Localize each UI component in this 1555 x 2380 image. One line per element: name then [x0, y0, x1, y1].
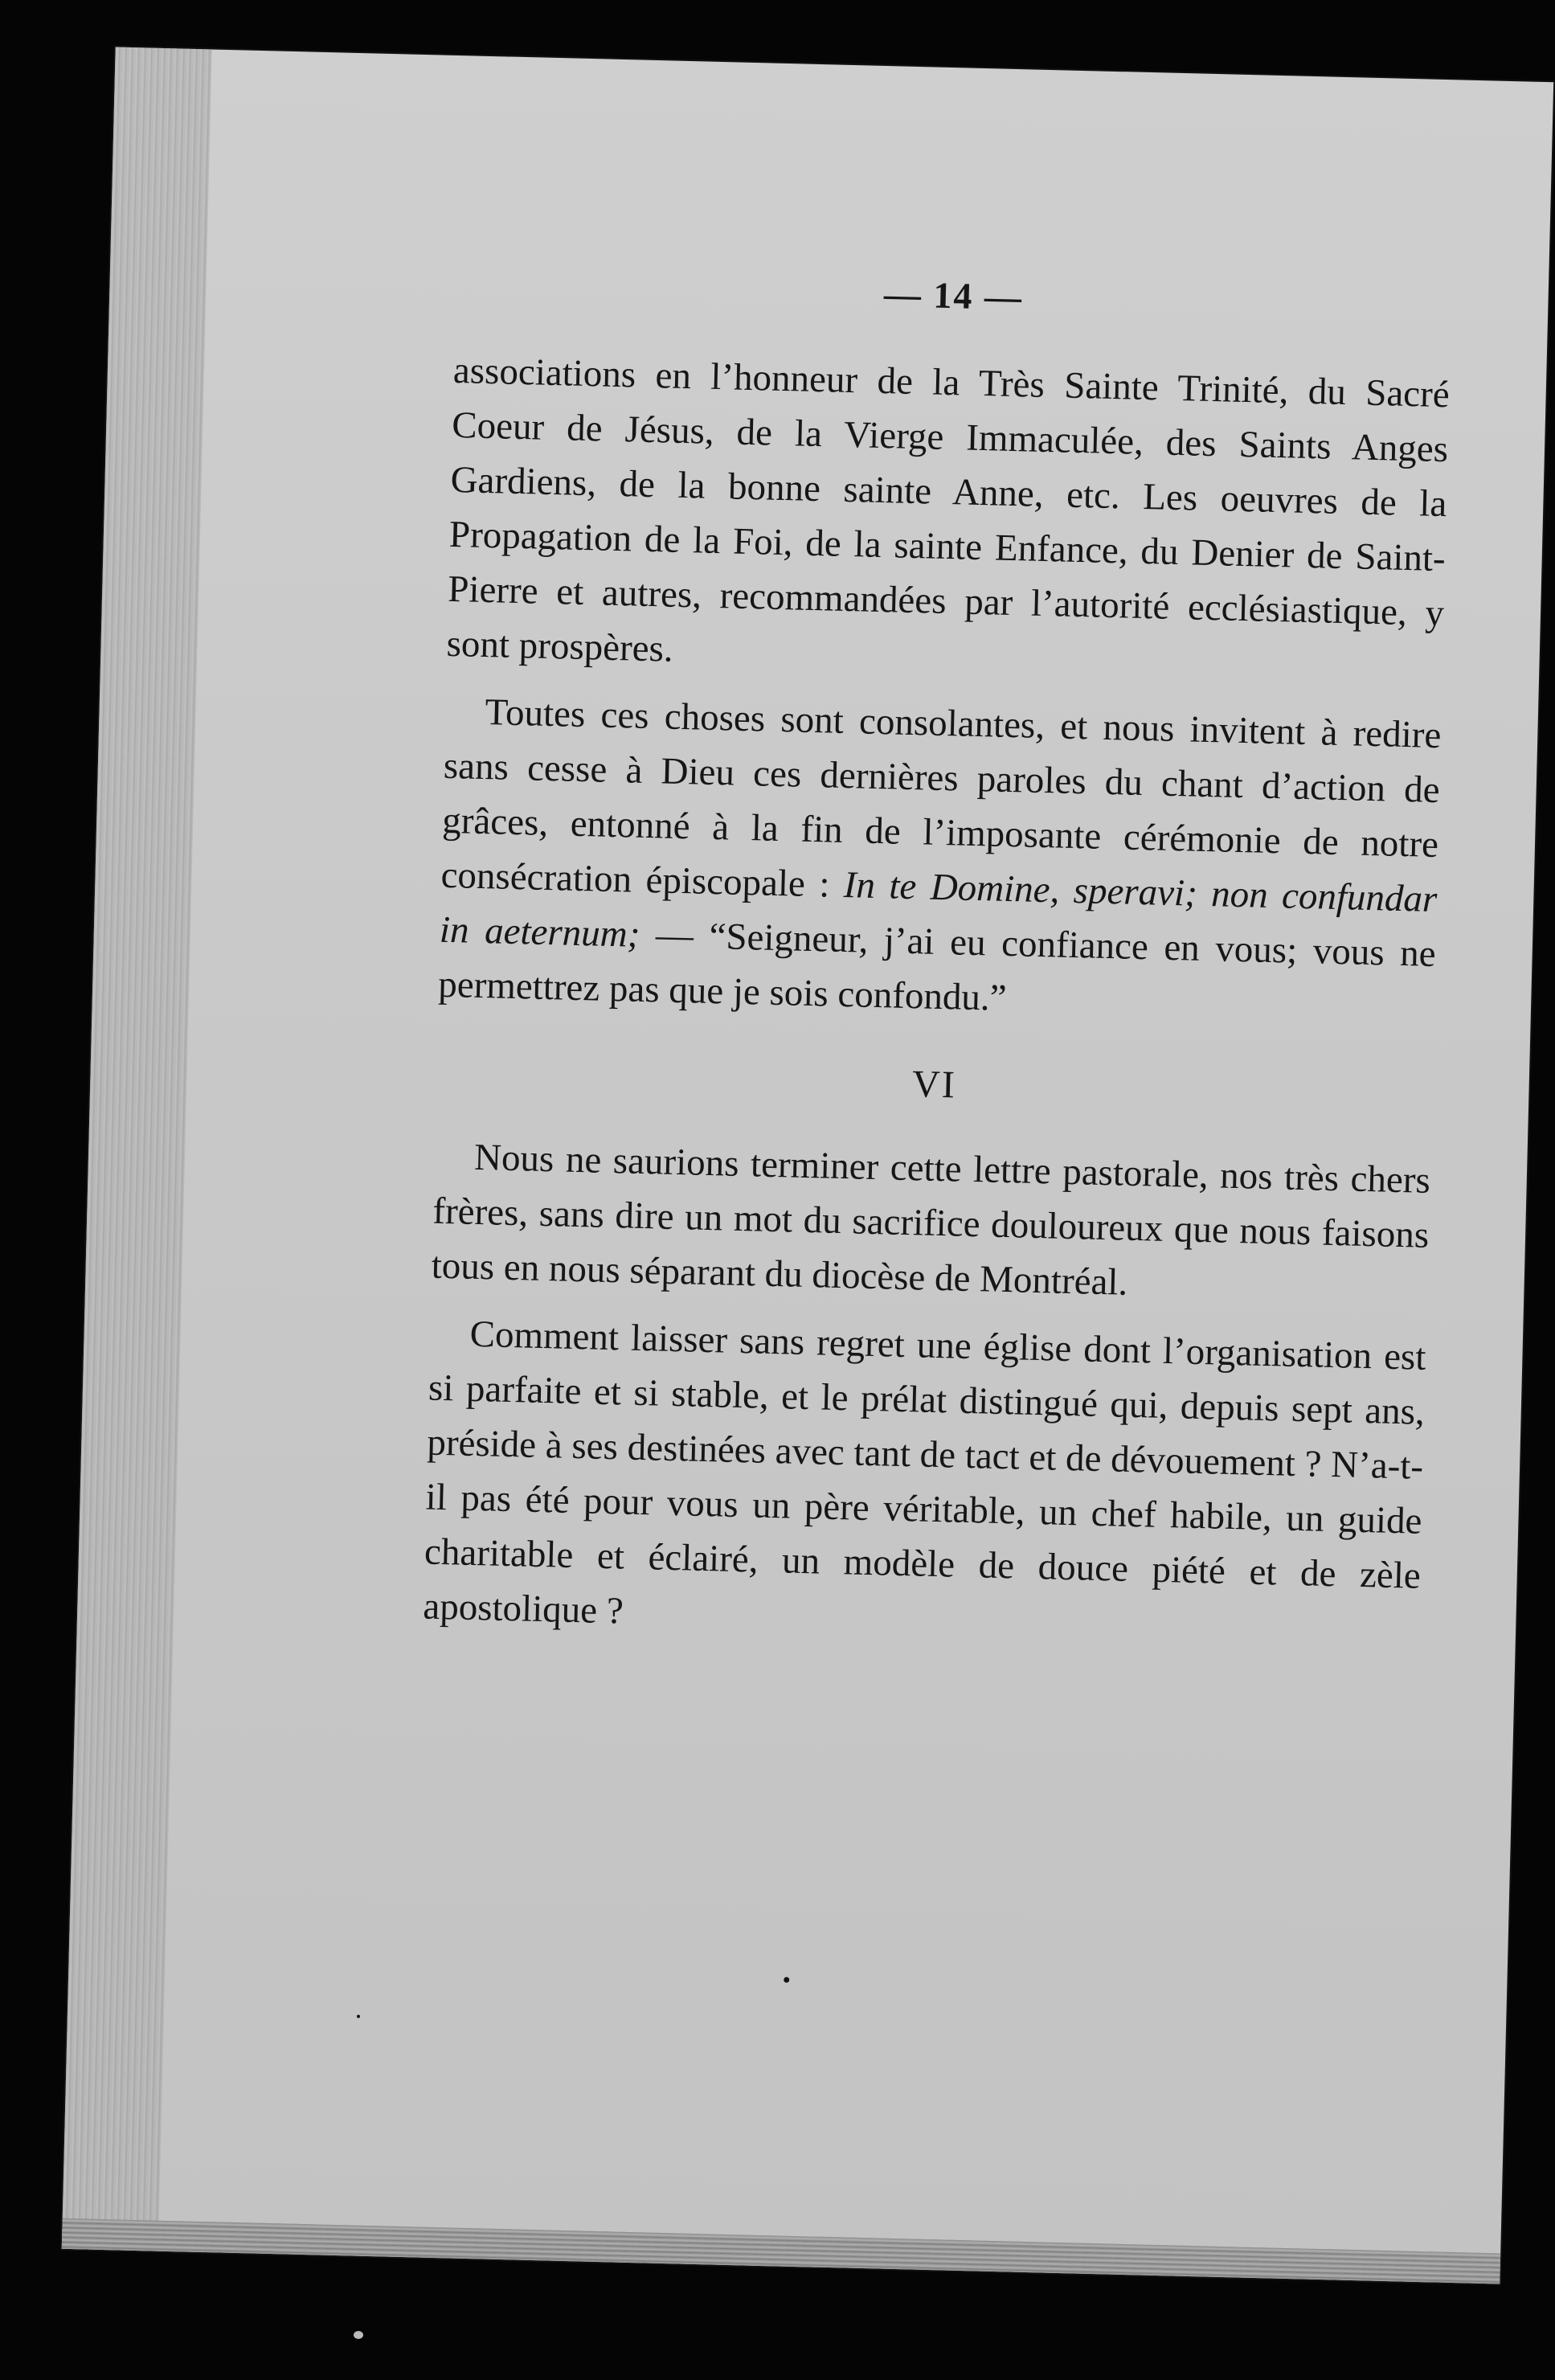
print-speck — [784, 1977, 789, 1983]
paragraph-nous-ne-saurions: Nous ne saurions terminer cette lettre pastorale, nos très chers frères, sans dire un mot du sacrifice douloureux que nous faisons tous en nous séparant du diocèse de Montréal. — [431, 1136, 1431, 1304]
paragraph-toutes-ces-choses — [438, 684, 1442, 1036]
page-text-block — [422, 256, 1452, 1671]
paragraph-comment-laisser: Comment laisser sans regret une église dont l’organisation est si parfaite et si stable, et le prélat distingué qui, depuis sept ans, préside à ses destinées avec tant de tact et de dévouement ? N’a-t-il pas été pour vous un père véritable, un chef habile, un guide charitable et éclairé, un modèle de douce piété et de zèle apostolique ? — [422, 1313, 1427, 1632]
print-speck — [357, 2015, 360, 2018]
paragraph-text-start: Toutes ces choses sont consolantes, et nous invitent à redire sans cesse à Dieu ces dernières paroles du chant d’action de grâces, entonné à la fin de l’imposante cérémonie de notre consécration épiscopale : — [440, 691, 1442, 906]
book-page — [62, 47, 1553, 2284]
scan-speck — [354, 2331, 363, 2339]
latin-quotation: In te Domine, speravi; non confundar in aeternum; — [439, 863, 1438, 956]
paragraph-text-end: — “Seigneur, j’ai eu confiance en vous; vous ne permettrez pas que je sois confondu.” — [437, 913, 1437, 1019]
page-number: — 14 — — [883, 273, 1024, 318]
paragraph-associations: associations en l’honneur de la Très Sainte Trinité, du Sacré Coeur de Jésus, de la Vierge Immaculée, des Saints Anges Gardiens, de la bonne sainte Anne, etc. Les oeuvres de la Propagation de la Foi, de la sainte Enfance, du Denier de Saint-Pierre et autres, recommandées par l’autorité ecclésiastique, y sont prospères. — [446, 349, 1451, 670]
section-heading: VI — [911, 1063, 957, 1107]
